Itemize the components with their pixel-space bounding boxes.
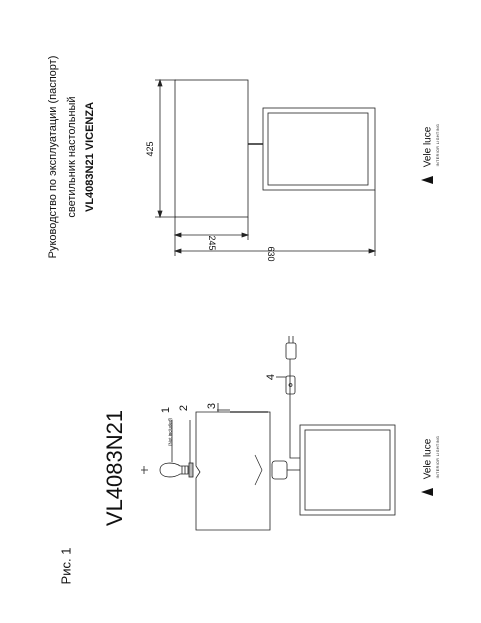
dimensioned-lamp — [155, 80, 375, 256]
figure-caption: Рис. 1 — [58, 547, 74, 585]
title-line-2: светильник настольный — [66, 96, 78, 218]
shade — [196, 412, 270, 530]
bulb — [160, 463, 188, 477]
base-frame-inner-2 — [305, 430, 390, 510]
model-label: VL4083N21 — [102, 409, 127, 527]
brand-tagline-top: INTERIOR LIGHTING — [436, 123, 440, 167]
base-frame-inner — [268, 113, 368, 185]
base-frame-outer — [263, 108, 375, 190]
shade-outline — [175, 80, 248, 217]
callout-1: 1 — [160, 406, 172, 414]
dimension-shade-width: 245 — [207, 235, 217, 251]
callout-3: 3 — [206, 402, 218, 410]
switch — [286, 376, 295, 394]
plug — [286, 343, 296, 359]
socket — [272, 461, 287, 479]
base-frame-outer-2 — [300, 425, 395, 515]
brand-tagline-bottom: INTERIOR LIGHTING — [436, 435, 440, 479]
callout-2: 2 — [178, 404, 190, 412]
title-line-1: Руководство по эксплуатации (паспорт) — [47, 55, 59, 259]
title-line-3: VL4083N21 VICENZA — [84, 101, 96, 213]
brand-name-bottom: Vele luce — [422, 438, 434, 480]
brand-name-top: Vele luce — [422, 126, 434, 168]
callout-4: 4 — [265, 373, 277, 381]
brand-logo-marks — [421, 176, 433, 496]
ring — [189, 463, 193, 477]
logo-triangle-top — [421, 176, 433, 184]
dimension-total-width: 630 — [266, 246, 276, 262]
exploded-lamp — [141, 336, 395, 530]
not-included-note: (Not included) — [167, 417, 173, 447]
logo-triangle-bottom — [421, 488, 433, 496]
dimension-height: 425 — [145, 141, 155, 157]
